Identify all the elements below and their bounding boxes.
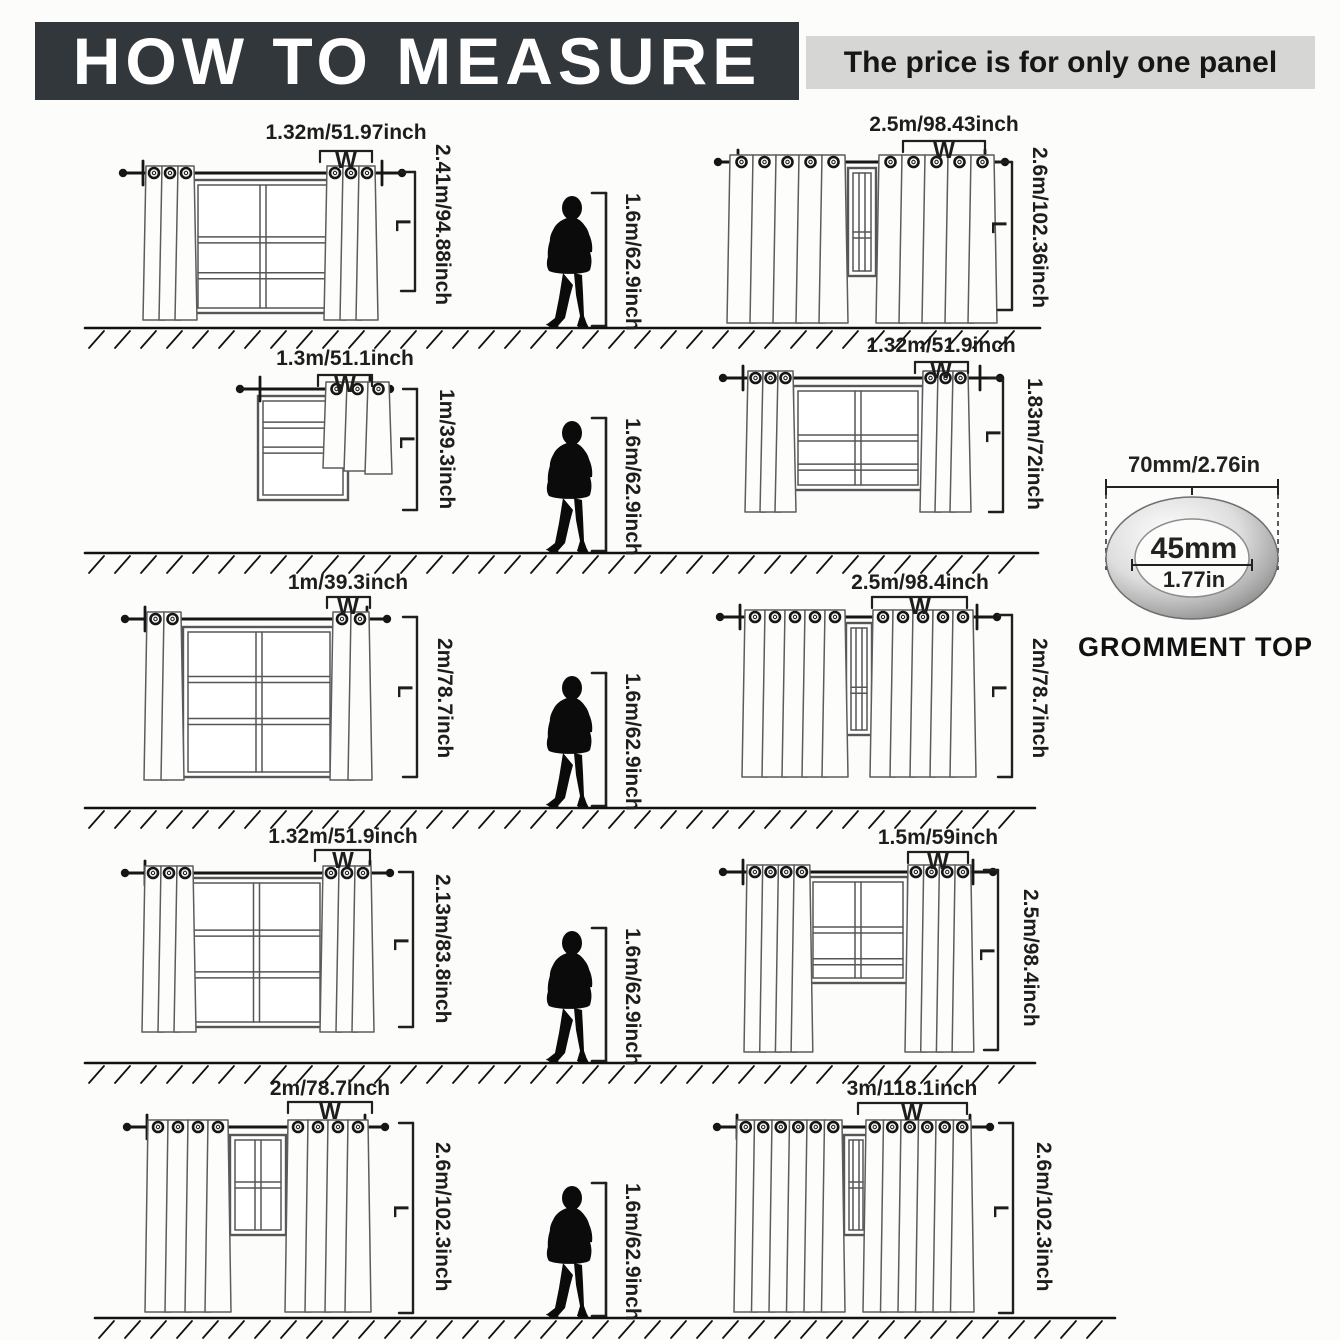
- length-bracket: [999, 1123, 1013, 1313]
- price-note: The price is for only one panel: [806, 36, 1315, 89]
- length-bracket: [399, 1123, 413, 1313]
- ground-line: [85, 553, 1038, 573]
- length-measurement-left: 2.41m/94.88inch: [431, 144, 454, 306]
- length-measurement-left: 2.6m/102.3inch: [431, 1142, 454, 1292]
- grommet-inner-diameter-mm-label: 45mm: [1150, 532, 1238, 565]
- length-letter-right: L: [981, 430, 1004, 443]
- length-measurement-right: 2.6m/102.36inch: [1028, 147, 1051, 309]
- length-bracket: [403, 389, 417, 510]
- width-letter-left: W: [319, 1098, 341, 1124]
- person-height-label: 1.6m/62.9inch: [621, 1183, 644, 1321]
- width-letter-left: W: [332, 847, 354, 873]
- length-measurement-left: 1m/39.3inch: [435, 388, 458, 510]
- length-measurement-right: 2m/78.7inch: [1028, 637, 1051, 759]
- length-letter-left: L: [389, 1205, 412, 1218]
- length-letter-left: L: [395, 436, 418, 449]
- width-letter-left: W: [335, 147, 357, 173]
- width-letter-right: W: [901, 1099, 923, 1125]
- window: [230, 1135, 286, 1235]
- row-4-illustration: [0, 830, 1340, 1085]
- width-letter-left: W: [337, 593, 359, 619]
- length-measurement-right: 2.5m/98.4inch: [1019, 889, 1042, 1027]
- person-silhouette: [546, 676, 592, 808]
- window: [846, 623, 872, 735]
- length-letter-right: L: [975, 948, 998, 961]
- width-letter-right: W: [927, 848, 949, 874]
- width-measurement-left: 1.3m/51.1inch: [276, 347, 414, 370]
- width-letter-left: W: [334, 371, 356, 397]
- length-measurement-right: 2.6m/102.3inch: [1032, 1142, 1055, 1292]
- person-height-bracket: [592, 418, 606, 551]
- person-silhouette: [546, 931, 592, 1063]
- width-measurement-right: 1.5m/59inch: [877, 826, 999, 849]
- person-height-label: 1.6m/62.9inch: [621, 418, 644, 556]
- person-height-label: 1.6m/62.9inch: [621, 193, 644, 331]
- window: [793, 386, 923, 490]
- window: [848, 168, 876, 276]
- diagram-row-5: [0, 1077, 1340, 1340]
- window: [188, 878, 325, 1027]
- width-measurement-right: 1.32m/51.9inch: [866, 334, 1016, 357]
- length-letter-right: L: [989, 1205, 1012, 1218]
- length-measurement-right: 1.83m/72inch: [1023, 378, 1046, 510]
- width-measurement-left: 1.32m/51.97inch: [265, 121, 427, 144]
- width-letter-right: W: [930, 357, 952, 383]
- length-letter-left: L: [393, 685, 416, 698]
- width-measurement-right: 2.5m/98.43inch: [869, 113, 1019, 136]
- person-silhouette: [546, 196, 592, 328]
- length-letter-left: L: [389, 938, 412, 951]
- window: [183, 627, 335, 777]
- length-letter-right: L: [987, 685, 1010, 698]
- person-silhouette: [546, 1186, 592, 1318]
- person-height-bracket: [592, 1183, 606, 1316]
- diagram-row-1: [0, 105, 1340, 350]
- window: [808, 877, 908, 983]
- person-height-label: 1.6m/62.9inch: [621, 928, 644, 1066]
- grommet-inner-diameter-in-label: 1.77in: [1162, 567, 1226, 592]
- person-height-bracket: [592, 673, 606, 806]
- window: [193, 180, 333, 313]
- width-measurement-right: 2.5m/98.4inch: [851, 571, 989, 594]
- width-measurement-left: 2m/78.7inch: [269, 1077, 391, 1100]
- length-letter-right: L: [987, 221, 1010, 234]
- grommet-detail: [1078, 448, 1333, 683]
- person-height-bracket: [592, 193, 606, 326]
- row-5-illustration: [0, 1085, 1340, 1340]
- width-measurement-right: 3m/118.1inch: [846, 1077, 978, 1100]
- ground-line: [95, 1318, 1115, 1338]
- length-measurement-left: 2.13m/83.8inch: [431, 874, 454, 1024]
- person-height-label: 1.6m/62.9inch: [621, 673, 644, 811]
- grommet-caption: GROMMENT TOP: [1078, 632, 1314, 662]
- diagram-row-4: [0, 825, 1340, 1085]
- width-measurement-left: 1m/39.3inch: [287, 571, 409, 594]
- length-bracket: [998, 162, 1012, 310]
- length-bracket: [989, 378, 1003, 512]
- width-letter-right: W: [909, 593, 931, 619]
- length-letter-left: L: [391, 219, 414, 232]
- page-title: HOW TO MEASURE: [35, 22, 799, 100]
- grommet-outer-diameter-label: 70mm/2.76in: [1127, 452, 1261, 477]
- width-letter-right: W: [933, 137, 955, 163]
- person-height-bracket: [592, 928, 606, 1061]
- width-measurement-left: 1.32m/51.9inch: [268, 825, 418, 848]
- person-silhouette: [546, 421, 592, 553]
- length-measurement-left: 2m/78.7inch: [433, 637, 456, 759]
